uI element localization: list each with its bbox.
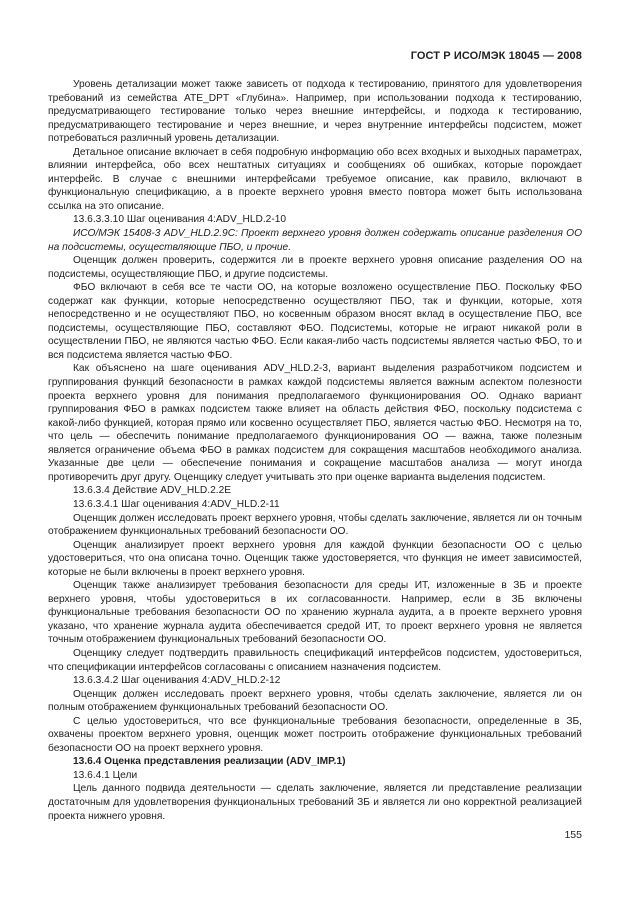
paragraph: Как объяснено на шаге оценивания ADV_HLD.2-3, вариант выделения разработчиком подсистем и группирования функций безопасности в рамках каждой подсистемы является важным аспектом полезности проекта верхнего уровня для понимания предполагаемого функционирования ОО. Однако вариант группирования ФБО в рамках подсистем также влияет на область действия ФБО, поскольку подсистема с какой-либо функцией, которая прямо или косвенно осуществляет ПБО, является частью ФБО. Несмотря на то, что цель — обеспечить понимание предполагаемого функционирования ОО — важна, также полезным является ограничение объема ФБО в рамках подсистем для сокращения масштабов необходимого анализа. Указанные две цели — обеспечение понимания и сокращение масштабов анализа — могут иногда противоречить друг другу. Оценщику следует учитывать это при оценке варианта выделения подсистем. (48, 363, 582, 483)
paragraph: 13.6.4.1 Цели (73, 769, 138, 781)
section-heading: 13.6.4 Оценка представления реализации (ADV_IMP.1) (73, 756, 346, 768)
paragraph: С целью удостовериться, что все функциональные требования безопасности, определенные в ЗБ, охвачены проектом верхнего уровня, оценщик может построить отображение функциональных требований безопасности ОО на проект верхнего уровня. (48, 715, 582, 754)
paragraph: Уровень детализации может также зависеть от подхода к тестированию, принятого для удовлетворения требований из семейства ATE_DPT «Глубина». Например, при использовании подхода к тестированию, предусматривающего тестирование только через внешние интерфейсы, и подхода к тестированию, предусматривающего тестирование и через внешние, и через внутренние интерфейсы подсистем, может потребоваться различный уровень детализации. (48, 79, 582, 145)
paragraph: Оценщику следует подтвердить правильность спецификаций интерфейсов подсистем, удостовериться, что спецификации интерфейсов согласованы с описанием назначения подсистем. (48, 647, 582, 673)
paragraph: 13.6.3.4.1 Шаг оценивания 4:ADV_HLD.2-11 (73, 498, 280, 510)
page-body (48, 78, 582, 823)
paragraph: Оценщик также анализирует требования безопасности для среды ИТ, изложенные в ЗБ и проекте верхнего уровня, чтобы удостовериться в их согласованности. Например, если в ЗБ включены функциональные требования безопасности ОО по хранению журнала аудита, а в проекте верхнего уровня указано, что хранение журнала аудита обеспечивается средой ИТ, то проект верхнего уровня не является точным отображением функциональных требований безопасности ОО. (48, 580, 582, 646)
paragraph: ФБО включают в себя все те части ОО, на которые возложено осуществление ПБО. Поскольку ФБО содержат как функции, которые непосредственно осуществляют ПБО, так и функции, которые, хотя непосредственно и не осуществляют ПБО, но косвенным образом вносят вклад в осуществление ПБО, все подсистемы, осуществляющие ПБО, составляют ФБО. Подсистемы, которые не играют никакой роли в осуществлении ПБО, не являются частью ФБО. Если какая-либо часть подсистемы является частью ФБО, то и вся подсистема является частью ФБО. (48, 282, 582, 361)
paragraph: Оценщик анализирует проект верхнего уровня для каждой функции безопасности ОО с целью удостовериться, что она описана точно. Оценщик также удостоверяется, что функция не имеет зависимостей, которые не были включены в проект верхнего уровня. (48, 539, 582, 578)
paragraph: Оценщик должен проверить, содержится ли в проекте верхнего уровня описание разделения ОО на подсистемы, осуществляющие ПБО, и другие подсистемы. (48, 255, 582, 280)
paragraph: Цель данного подвида деятельности — сделать заключение, является ли представление реализации достаточным для удовлетворения функциональных требований ЗБ и является ли оно корректной реализацией проекта нижнего уровня. (48, 783, 582, 822)
paragraph: Детальное описание включает в себя подробную информацию обо всех входных и выходных параметрах, влиянии интерфейса, обо всех нештатных ситуациях и сообщениях об ошибках, которые порождает интерфейс. В случае с внешними интерфейсами требуемое описание, как правило, включают в функциональную спецификацию, а в проекте верхнего уровня вместо повтора может быть использована ссылка на это описание. (48, 146, 582, 212)
paragraph: Оценщик должен исследовать проект верхнего уровня, чтобы сделать заключение, является ли он полным отображением функциональных требований безопасности ОО. (48, 688, 582, 714)
page-number: 155 (564, 829, 582, 841)
paragraph: 13.6.3.3.10 Шаг оценивания 4:ADV_HLD.2-10 (73, 214, 287, 226)
paragraph: 13.6.3.4 Действие ADV_HLD.2.2E (73, 485, 232, 497)
paragraph: ИСО/МЭК 15408-3 ADV_HLD.2.9C: Проект верхнего уровня должен содержать описание разделения ОО на подсистемы, осуществляющие ПБО, и прочие. (48, 228, 582, 253)
paragraph: Оценщик должен исследовать проект верхнего уровня, чтобы сделать заключение, является ли он точным отображением функциональных требований безопасности ОО. (48, 512, 582, 538)
paragraph: 13.6.3.4.2 Шаг оценивания 4:ADV_HLD.2-12 (73, 675, 281, 687)
standard-header: ГОСТ Р ИСО/МЭК 18045 — 2008 (410, 50, 582, 62)
